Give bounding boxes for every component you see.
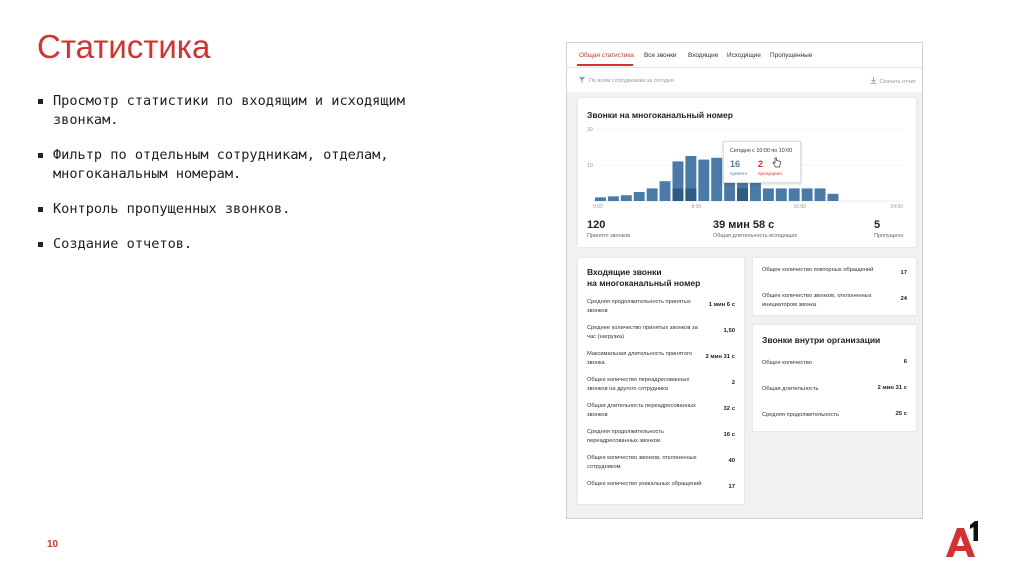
chart-bar — [595, 197, 606, 201]
tooltip-time: Сегодня с 10:00 по 10:00 — [730, 148, 793, 154]
stat-row-label: Общее количество — [762, 360, 812, 366]
chart-bar — [608, 196, 619, 201]
stat-row-label: Максимальная длительность принятого звонка — [587, 351, 693, 366]
stat-label: Общая длительность исходящих — [713, 233, 798, 239]
stat-row-label: Общее количество звонков, отклоненных сотрудником — [587, 455, 697, 470]
a1-logo-digit-one — [970, 521, 978, 541]
x-tick-label: 24:00 — [890, 204, 903, 210]
stat-value: 5 — [874, 219, 881, 231]
stat-row-value: 1 мин 6 с — [708, 302, 735, 308]
bullet-item: Просмотр статистики по входящим и исходящим звонкам. — [37, 92, 477, 130]
stat-row-value: 40 — [728, 458, 735, 464]
stat-outgoing-duration — [713, 219, 797, 239]
stat-row-value: 25 с — [895, 411, 907, 417]
download-icon — [870, 77, 877, 84]
slide-title: Статистика — [37, 28, 211, 65]
stat-row-label: Среднее количество принятых звонков за час (нагрузка) — [587, 325, 698, 340]
chart-title: Звонки на многоканальный номер — [587, 110, 733, 120]
y-tick-label: 10 — [587, 163, 593, 169]
stat-label: Принято звонков — [587, 233, 631, 239]
stat-row-label: Общее количество уникальных обращений — [587, 481, 702, 487]
stat-row-label: Общая длительность переадресованных звонков — [587, 403, 696, 418]
stat-row-label: Общее количество переадресованных звонков на другого сотрудника — [587, 377, 690, 392]
chart-bar — [698, 160, 709, 201]
calls-chart-card — [578, 98, 916, 247]
filter-icon — [579, 77, 585, 83]
tab-incoming[interactable]: Входящие — [688, 52, 719, 59]
stat-row-value: 2 мин 31 с — [705, 354, 735, 360]
stat-missed — [874, 219, 903, 239]
stat-row-value: 32 с — [723, 406, 735, 412]
bullet-item: Создание отчетов. — [37, 235, 477, 254]
download-report-label: Скачать отчет — [879, 79, 916, 85]
x-tick-label: 8:00 — [691, 204, 702, 210]
app-screenshot — [566, 42, 923, 519]
stat-row-value: 24 — [900, 296, 907, 302]
chart-bar — [789, 188, 800, 201]
stat-row-value: 2 мин 31 с — [877, 385, 907, 391]
filter-dropdown[interactable] — [579, 77, 674, 84]
cursor-hand-icon — [772, 157, 781, 168]
a1-logo — [944, 519, 980, 559]
stat-row-value: 17 — [900, 270, 907, 276]
incoming-calls-card — [578, 258, 744, 504]
chart-bar — [802, 188, 813, 201]
chart-bar-accepted — [673, 188, 684, 201]
stat-row-label: Общая длительность — [762, 386, 819, 392]
stat-row-value: 17 — [728, 484, 735, 490]
chart-bar — [763, 188, 774, 201]
incoming-title-line1: Входящие звонки — [587, 267, 662, 277]
download-report-button[interactable] — [870, 77, 916, 85]
stat-label: Пропущено — [874, 233, 904, 239]
internal-calls-card — [753, 325, 916, 431]
tab-general-stats[interactable]: Общая статистика — [579, 52, 634, 59]
a1-logo-crossbar — [953, 546, 968, 551]
chart-bar — [647, 188, 658, 201]
bullet-item: Фильтр по отдельным сотрудникам, отделам, многоканальным номерам. — [37, 146, 477, 184]
y-tick-label: 20 — [587, 127, 593, 133]
bullet-item: Контроль пропущенных звонков. — [37, 200, 477, 219]
a1-logo-letter-a — [946, 528, 975, 557]
tooltip-missed-value: 2 — [758, 159, 764, 169]
stat-row-value: 16 с — [723, 432, 735, 438]
chart-bar-accepted — [685, 188, 696, 201]
tooltip-missed-label: пропущено — [758, 171, 782, 176]
stat-value: 120 — [587, 219, 606, 231]
x-tick-label: 16:00 — [793, 204, 806, 210]
repeat-calls-card — [753, 258, 916, 315]
chart-bar-accepted — [737, 188, 748, 201]
stat-row-value: 2 — [731, 380, 735, 386]
filter-bar — [567, 68, 922, 92]
chart-bar — [711, 158, 722, 201]
bullet-list — [37, 92, 477, 270]
tooltip-accepted-label: принято — [730, 171, 748, 176]
chart-tooltip — [723, 141, 801, 183]
incoming-title-line2: на многоканальный номер — [587, 278, 701, 288]
stat-accepted — [587, 219, 630, 239]
tab-missed[interactable]: Пропущенные — [770, 52, 813, 59]
tab-outgoing[interactable]: Исходящие — [727, 52, 761, 59]
stat-row-label: Общее количество звонков, отклоненных инициатором звонка — [762, 293, 872, 308]
chart-bar — [660, 181, 671, 201]
chart-bar — [828, 194, 839, 201]
stat-row-value: 6 — [903, 359, 907, 365]
chart-bar — [776, 188, 787, 201]
tab-all-calls[interactable]: Все звонки — [644, 52, 677, 59]
filter-label: По всем сотрудникам за сегодня — [589, 78, 674, 84]
stat-row-value: 1,50 — [723, 328, 735, 334]
stat-row-label: Средняя продолжительность переадресованных звонков — [587, 429, 664, 444]
stat-row-label: Средняя продолжительность — [762, 412, 839, 418]
stat-value: 39 мин 58 с — [713, 219, 775, 231]
tab-bar — [567, 43, 922, 68]
tooltip-accepted-value: 16 — [730, 159, 741, 169]
chart-bar — [634, 192, 645, 201]
internal-calls-title: Звонки внутри организации — [762, 335, 881, 345]
active-tab-indicator — [577, 64, 633, 66]
incoming-title — [587, 267, 700, 289]
stat-row-label: Средняя продолжительность принятых звонков — [587, 299, 691, 314]
chart-bar — [815, 188, 826, 201]
page-number: 10 — [47, 539, 59, 550]
chart-bar — [621, 195, 632, 201]
x-tick-label: 0:00 — [593, 204, 603, 210]
stat-row-label: Общее количество повторных обращений — [762, 267, 874, 273]
